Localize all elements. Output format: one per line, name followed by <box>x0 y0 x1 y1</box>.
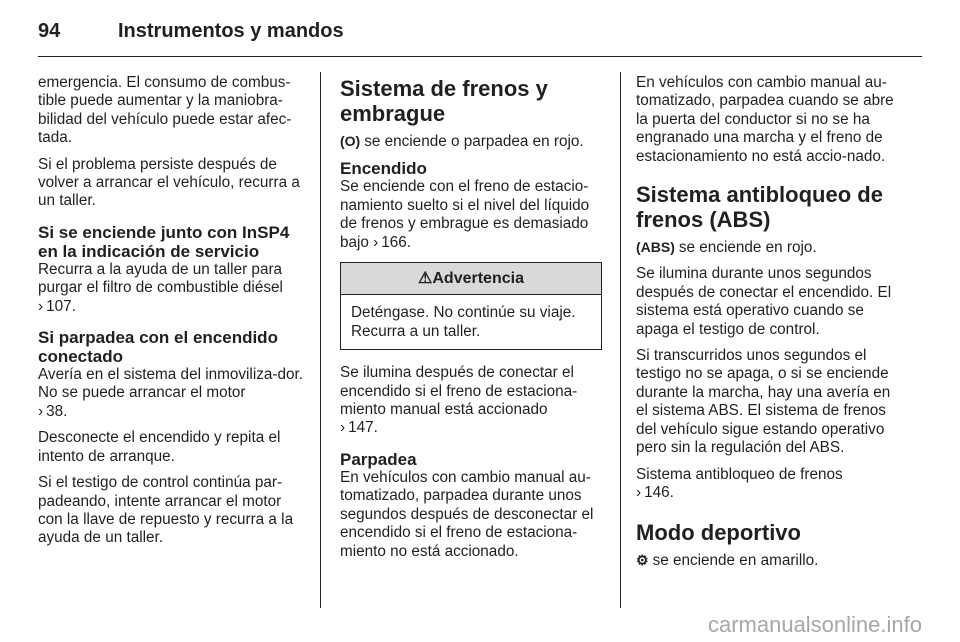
column-divider-2 <box>620 72 621 608</box>
watermark: carmanualsonline.info <box>707 612 922 637</box>
paragraph: Se ilumina después de conectar el encendido si el freno de estaciona-miento manual está accionado <box>340 364 578 419</box>
paragraph: En vehículos con cambio manual au-tomatizado, parpadea durante unos segundos después de desconectar el encendido si el freno de estaciona-miento no está accionado. <box>340 468 594 560</box>
icon-description: se enciende o parpadea en rojo. <box>364 133 584 150</box>
paragraph: Avería en el sistema del inmoviliza-dor. No se puede arrancar el motor <box>38 366 303 402</box>
page-reference-link[interactable]: › 146. <box>636 484 674 501</box>
paragraph: emergencia. El consumo de combus-tible puede aumentar y la maniobra-bilidad del vehículo puede estar afec-tada. <box>38 74 292 147</box>
page-reference-link[interactable]: › 38. <box>38 403 67 420</box>
page-header <box>38 14 922 48</box>
brake-warning-icon: (O) <box>340 133 361 149</box>
section-heading: Parpadea <box>340 449 417 469</box>
warning-text: Deténgase. No continúe su viaje. Recurra a un taller. <box>351 304 576 340</box>
page-title: Instrumentos y mandos <box>118 20 344 42</box>
paragraph: Se ilumina durante unos segundos después de conectar el encendido. El sistema está operativo cuando se apaga el testigo de control. <box>636 265 892 338</box>
warning-header <box>341 263 601 295</box>
page-reference-link[interactable]: › 166. <box>373 234 411 251</box>
icon-description: se enciende en amarillo. <box>652 552 819 570</box>
paragraph: Si transcurridos unos segundos el testigo no se apaga, o si se enciende durante la marcha, hay una avería en el sistema ABS. El sistema de frenos del vehículo sigue estando operativo pero sin la regulación del ABS. <box>636 347 891 457</box>
warning-title: Advertencia <box>432 270 524 288</box>
page-reference-link[interactable]: › 147. <box>340 419 378 436</box>
section-heading: Si se enciende junto con InSP4 en la indicación de servicio <box>38 222 290 261</box>
paragraph: Desconecte el encendido y repita el intento de arranque. <box>38 429 281 465</box>
section-title: Modo deportivo <box>636 520 801 546</box>
page-reference-link[interactable]: › 107. <box>38 298 76 315</box>
section-title: Sistema antibloqueo de frenos (ABS) <box>636 182 883 233</box>
icon-description: se enciende en rojo. <box>678 239 817 257</box>
column-2 <box>340 74 602 569</box>
column-1 <box>38 74 306 556</box>
sport-mode-icon: ⚙ <box>636 552 649 569</box>
section-heading: Si parpadea con el encendido conectado <box>38 328 278 367</box>
column-divider-1 <box>320 72 321 608</box>
paragraph: Recurra a la ayuda de un taller para purgar el filtro de combustible diésel <box>38 260 283 297</box>
abs-icon: (ABS) <box>636 239 675 256</box>
paragraph: Si el problema persiste después de volver a arrancar el vehículo, recurra a un taller. <box>38 155 300 210</box>
section-heading: Encendido <box>340 159 427 179</box>
warning-box <box>340 262 602 350</box>
column-3 <box>636 74 902 579</box>
warning-triangle-icon: ⚠ <box>418 270 433 288</box>
paragraph: Si el testigo de control continúa par-padeando, intente arrancar el motor con la llave de repuesto y recurra a la ayuda de un taller. <box>38 474 294 547</box>
header-divider <box>38 56 922 57</box>
page-number: 94 <box>38 20 61 42</box>
paragraph: Se enciende con el freno de estacio-namiento suelto si el nivel del líquido de frenos y embrague es demasiado bajo <box>340 178 590 251</box>
paragraph: En vehículos con cambio manual au-tomatizado, parpadea cuando se abre la puerta del conductor si no se ha engranado una marcha y el freno de estacionamiento no está accio-nado. <box>636 74 894 165</box>
section-title: Sistema de frenos y embrague <box>340 76 548 126</box>
paragraph: Sistema antibloqueo de frenos <box>636 465 843 483</box>
